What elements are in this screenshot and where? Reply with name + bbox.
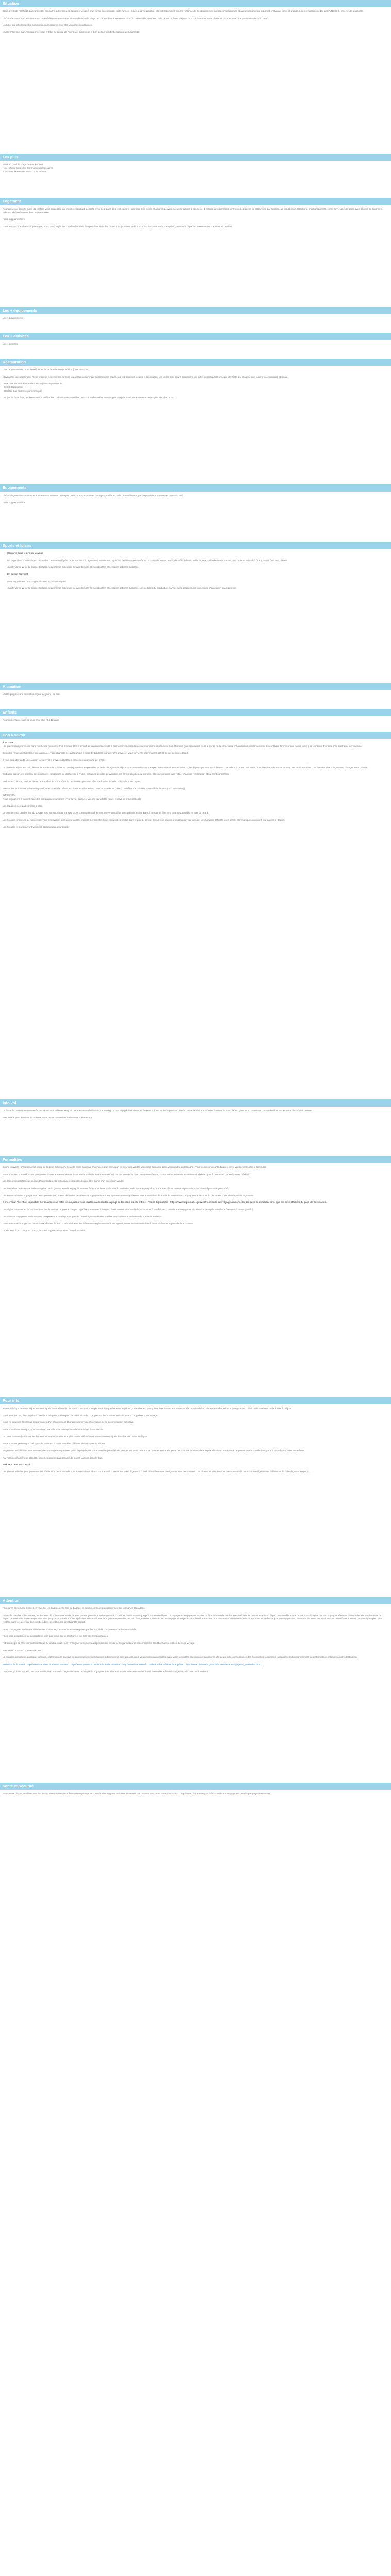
section-title: Formalités <box>0 1156 391 1163</box>
paragraph: Par mesure d'hygiène et sécurité, nous ne pouvons pas garantir de places assises dans le bus. <box>3 1456 103 1459</box>
paragraph: Les repas ne sont pas compris à bord. <box>3 804 43 807</box>
paragraph: La durée du séjour est calculée sur le nombre de nuitées et non de journées. La première et la dernière jour de séjour sont consacrées au transport international. Les arrivées ou les départs pouvant avoir lieu en cours de nuit ou au petit matin, la nuitée des vols retour ne sont pas remboursables. Les horaires des vols peuvent changer sans préavis. <box>3 766 368 769</box>
paragraph: * Chronologie de l'événement touristique du rendez-vous : Les renseignements sont à disposition sur le site de l'organisateur et concernent les conditions de réception de votre voyage. <box>3 1641 196 1645</box>
paragraph: Moyennant un supplément, l'hôtel propose également la formule tout inclus comprenant aussi tous les repas, que les boissons locales et les snacks. Les repas sont servis sous forme de buffet au restaurant principal de l'hôtel qui propose une cuisine internationale et locale. <box>3 375 288 378</box>
paragraph: Les mineurs voyageant seuls ou avec une personne ne disposant pas de l'autorité parentale devront être munis d'une autorisation de sortie de territoire. <box>3 1215 162 1218</box>
paragraph: Les + activités <box>3 343 18 345</box>
paragraph: INFOS VOL <box>3 794 15 797</box>
paragraph: L'hôtel VIK Hotel San Antonio 4* se situe à 3 km du centre de Puerto del Carmen et à 8km de l'aéroport international de Lanzarote. <box>3 30 140 33</box>
paragraph: Ressortissants étrangers et binationaux, doivent être en conformité avec les différentes réglementations en vigueur, selon leur nationalité et doivent s'informer auprès de leur consulat. <box>3 1222 194 1225</box>
paragraph: En fonction de vos horaires de vol, le transfert de votre hôtel de destination peut être effectué à votre arrivée ou lors de votre départ. <box>3 779 141 783</box>
paragraph: Les prestations proposées dans nos fiches peuvent à tout moment être suspendues ou modifiées suite à des restrictions sanitaires ou pour raison impérieuse. Les différents gouvernements dans le cadre de la lutte contre d'éventuelles pandémies sont susceptibles d'imposer des délais, ainsi que Monsieur Tourisme n'en sont tenu responsable. <box>3 744 363 748</box>
paragraph: Il vous sera demandé une caution lors de votre arrivée à l'hôtel en espèces ou par carte de crédit. <box>3 758 105 761</box>
section-attention <box>0 1597 391 1677</box>
paragraph: Les nouvelles mesures sanitaires exigées par le gouvernement espagnol peuvent être consultées sur le site du ministère de la santé espagnol ou sur le site officiel France Diplomatie https://www.diplomatie.gouv.fr/fr/. <box>3 1187 229 1190</box>
paragraph: - Snack Bar piscine <box>3 385 23 388</box>
paragraph: * Les compagnies aériennes utilisées ont toutes reçu les autorisations requises par les autorités compétentes de l'aviation civile. <box>3 1628 137 1631</box>
paragraph: Selon les règles de l'hôtellerie internationale, votre chambre sera disponible à partir de 14h00 le jour de votre arrivée et vous devrez la libérer avant 12h00 le jour de votre départ. <box>3 752 189 755</box>
paragraph: *frais supplémentaire <box>3 218 25 221</box>
subheading: Compris dans le prix du voyage <box>7 552 43 554</box>
paragraph: Nous vous rappelons que l'aéroport de Paris est à Paris peut être différent de l'aéroport de départ. <box>3 1442 106 1445</box>
section-plus-equipements <box>0 307 391 324</box>
paragraph: INFORMATIONS AUX VOYAGEURS : <box>3 1649 43 1652</box>
paragraph: Les jus de fruits frais, les boissons importées, les cocktails mais aussi les boissons en bouteilles ne sont pas compris. Une tenue correcte est exigée lors des repas. <box>3 396 174 399</box>
paragraph: À noter qu'au vu de la météo, certains équipements extérieurs peuvent ne pas être praticables et certaines activités annulées. Les activités du sport et les soirées sont assurées par une équipe d'animation internationale. <box>7 587 237 590</box>
section-title: Santé et Sécurité <box>0 1783 391 1790</box>
section-title: Sports et loisirs <box>0 542 391 549</box>
list-item: 3 piscines extérieures dont 1 pour enfants <box>3 170 47 173</box>
list-item: Hôtel offrant toutes les commodités nécessaires <box>3 166 53 170</box>
paragraph: L'hôtel VIK Hotel San Antonio 4* est un établissement moderne situé au bord de la plage de Los Pocillos à seulement 3km du centre-ville de Puerto del Carmen. L'hôtel dispose de 331 chambres et de plusieurs piscines avec vue panoramique sur l'océan. <box>3 16 269 20</box>
paragraph: *Sachant qu'il est rappelé que tous les risques du monde ne peuvent être portés par le voyagiste. Les informations données sont celles du Ministère des Affaires Étrangères, à la date du document. <box>3 1670 209 1673</box>
section-sante-securite <box>0 1783 391 1800</box>
section-title: Animation <box>0 683 391 690</box>
section-sports <box>0 542 391 594</box>
paragraph: Bonne nouvelle : L'Espagne fait partie de la zone Schengen. Seule la carte nationale d'identité ou un passeport en cours de validité vous sera demandé pour vous rendre en Espagne. Pour les ressortissants d'autres pays, veuillez consulter le Consulat. <box>3 1166 267 1168</box>
section-title: Enfants <box>0 709 391 716</box>
paragraph: Un hôtel qui offre toutes les commodités nécessaires pour des vacances inoubliables. <box>3 24 93 27</box>
section-enfants <box>0 709 391 726</box>
health-links[interactable]: Ministère de la Santé : http://www.ecs.sante.fr "Institut Pasteur" : http://www.pasteur.fr "Institut de veille sanitaire" : http://www.invs.sante.fr "Ministère des Affaires Étrangères" : http://www.diplomatie.gouv.fr/fr/conseils-aux-voyageurs_909/index.html <box>3 1663 261 1666</box>
paragraph: Les horaires proposés au moment de votre réservation sont donnés à titre indicatif. Le transfert hôtel-aéroport est inclus dans le prix du séjour. Il peut être soumis à modification par la suite. Les horaires définitifs vous seront communiqués environ 7 jours avant le départ. <box>3 818 285 821</box>
paragraph: Les enfants doivent voyager avec leurs propres documents d'identité. Les mineurs voyageant sans leurs parents doivent présenter une autorisation de sortie de territoire accompagnée de la copie du document d'identité du parent signataire. <box>3 1194 254 1197</box>
subheading: PRÉVENTION SÉCURITÉ <box>3 1463 31 1466</box>
subheading: En option (payant) <box>7 572 28 575</box>
section-title: Pour info <box>0 1397 391 1404</box>
section-title: Les + activités <box>0 333 391 340</box>
section-title: Attention <box>0 1597 391 1604</box>
paragraph: Les photos utilisées pour présenter les hôtels et la destination le sont à titre indicatif et non contractuel. Concernant votre logement, l'hôtel offre différentes configurations et décorations. Les chambres allouées lors de votre arrivée pourront être légèrement différentes de celles figurant en photo. <box>3 1470 310 1473</box>
paragraph: Taxe touristique de votre séjour communiquée avant réception de votre convocation ne pouvant être payée avant le départ, cette taxe est à acquitter directement sur place auprès de votre hôtel. Elle est variable selon la catégorie de l'hôtel, de la saison et de la durée du séjour. <box>3 1407 292 1410</box>
paragraph: Les règles relatives au fonctionnement des frontières propres à chaque pays étant amenées à évoluer, il est vivement conseillé de se reporter à la rubrique "conseils aux voyageurs" du site France Diplomatie(https://www.diplomatie.gouv.fr/). <box>3 1208 254 1211</box>
list-item: Situé en bord de plage de Los Pocillos <box>3 163 43 166</box>
section-pour-info <box>0 1397 391 1478</box>
paragraph: Nous vous recommandons de vous munir d'une carte européenne d'assurance maladie avant votre départ. En cas de séjour hors Union européenne, contactez les autorités sanitaires et n'hésitez pas à demander conseil à votre médecin. <box>3 1173 251 1176</box>
section-title: Situation <box>0 0 391 7</box>
section-bon-a-savoir <box>0 732 391 833</box>
paragraph: *frais supplémentaire <box>3 501 25 504</box>
section-info-vol <box>0 1099 391 1123</box>
section-title: Logement <box>0 198 391 205</box>
paragraph: Un large choix d'activités est disponible : animation légère de jour et de soir, 3 piscines extérieures, 1 piscine extérieure pour enfants, 2 courts de tennis, tennis de table, billards, salle de jeux, salle de fitness, sauna, aire de jeux, mini-club (4 à 12 ans), bain turc, fitness. <box>7 558 288 562</box>
paragraph: Nous voyageons à travers l'une des compagnies suivantes : Transavia, EasyJet, Vueling ou Volotea (sous réserve de modifications) <box>3 797 141 800</box>
section-equipements <box>0 484 391 508</box>
paragraph: COURANT ÉLECTRIQUE : 230 V et 50Hz. Type F. Adaptateur non nécessaire. <box>3 1229 86 1232</box>
subheading: À NOTER <box>3 741 13 744</box>
paragraph: À noter qu'au vu de la météo, certains équipements extérieurs peuvent ne pas être praticables et certaines activités annulées. <box>7 566 139 569</box>
paragraph: Avec supplément : massages et soins, sports nautiques. <box>7 580 67 583</box>
paragraph: Le premier et le dernier jour du voyage sont consacrés au transport. Les compagnies aériennes peuvent modifier sans préavis les horaires, il ne saurait être tenu pour responsable en cas de retard. <box>3 811 209 815</box>
section-plus <box>0 154 391 174</box>
section-title: Equipements <box>0 484 391 492</box>
section-animation <box>0 683 391 700</box>
paragraph: Les horaires retour pourront vous être communiqués sur place. <box>3 825 69 828</box>
paragraph: * Mesures de sécurité (prévenez-vous sur les bagages) : le tarif du bagage en cabine est sujet au changement sur les lignes dégradées. <box>3 1607 145 1609</box>
paragraph: Pour voir le parc d'avions de Volotea, vous pouvez consulter le site www.volotea.com. <box>3 1116 93 1119</box>
section-title: Bon à savoir <box>0 732 391 739</box>
paragraph: En basse saison, en fonction des conditions climatiques ou d'affluence à l'hôtel, certaines activités peuvent ne pas être pratiquées ou fermées. Elles ne peuvent faire l'objet d'aucune réclamation et/ou remboursement. <box>3 773 230 776</box>
paragraph: Avant votre départ, veuillez consulter le site du ministère des Affaires étrangères pour connaître les risques sanitaires éventuels qui peuvent concerner votre destination : http://www.diplomatie.gouv.fr/fr/conseils-aux-voyageurs/conseils-par-pays-destination/ <box>3 1792 271 1795</box>
section-restauration <box>0 359 391 403</box>
paragraph: L'hôtel dispose des services et équipements suivants : réception 24h/24, room service*, boutique*, coiffeur*, salle de conférence, parking extérieur, transats et parasols, wifi. <box>3 494 184 497</box>
paragraph: La convocation à l'aéroport, les horaires et heures locales et le plan du vol définitif vous seront communiqués dans les 48h avant le départ. <box>3 1435 148 1438</box>
section-title: Info vol <box>0 1099 391 1107</box>
paragraph: - Cocktail Bar (terrasse panoramique) <box>3 389 42 392</box>
section-title: Les + équipements <box>0 307 391 314</box>
paragraph: Lors de votre séjour, vous bénéficierez de la formule demi-pension (hors boissons). <box>3 368 90 371</box>
paragraph: L'hôtel propose une animation légère de jour et de soir. <box>3 693 60 696</box>
section-formalites <box>0 1156 391 1236</box>
section-title: Les plus <box>0 154 391 161</box>
paragraph: Nous ne pouvons être tenus responsables d'un changement d'horaires dans votre réservation ou de la convocation définitive. <box>3 1421 134 1424</box>
paragraph: Deux bars servent à votre disposition (avec supplément) : <box>3 382 63 385</box>
paragraph: Dans le cas d'une chambre quadruple, vous serez logés en chambre familiale équipée d'un lit double ou de 2 lits jumeaux et de 1 ou 2 lits d'appoint (sofa, canapé-lit), avec une capacité maximale de 3 adultes et 1 enfant. <box>3 225 233 228</box>
paragraph: Situé à l'est de l'archipel, Lanzarote doit connaître autre îles des Canaries. Ajoutée d'un climat exceptionnel toute l'année. Grâce à sa vie paisible, elle est renommée pour le mélange de ses plages, ses paysages volcaniques et sa gastronomie qui pourront enchanter petits et grands. L'île est aussi protégée par l'UNESCO, réserve de biosphère. <box>3 10 364 12</box>
paragraph: Moyennant supplément, nos services de conciergerie organisent votre départ depuis votre domicile jusqu'à l'aéroport, et sur votre retour. Les navettes entre aéroports ne sont pas incluses dans le prix du séjour. Nous vous rappelons que le transfert est garanti entre l'aéroport et votre hôtel. <box>3 1449 305 1452</box>
paragraph: Suivant les indications suivantes quand vous sortez de l'aéroport : Sortir à droite, suivre "Bus" et monter le (Hôte ; Transfert "Lanzarote - Puerto del Carmen" (Taxi Bus Hôtel)). <box>3 787 186 790</box>
paragraph: Les + équipements <box>3 317 23 319</box>
section-plus-activites <box>0 333 391 350</box>
paragraph: Les ressortissants français qui ne détiennent plus la nationalité espagnole doivent être munis d'un passeport valide. <box>3 1180 124 1183</box>
paragraph: Pour un séjour sous le signe du confort, vous serez logé en chambre standard, décorée avec goût dans des tons clairs et lumineux. Ces belles chambres peuvent accueillir jusqu'à 2 adultes et 1 enfant. Les chambres sont toutes équipées de : télévision par satellite, air conditionné, téléphone, minibar (payant), coffre-fort*, salle de bains avec douche ou baignoire, toilettes, sèche-cheveux, balcon ou terrasse. <box>3 208 383 214</box>
section-situation <box>0 0 391 38</box>
paragraph: La flotte de Volotea est composée de 39 avions modèle Boeing 717 et 4 avions Airbus A319. Le Boeing 717 est équipé de moteurs Rolls-Royce, il est reconnu pour son confort et sa fiabilité. Ce modèle d'avions de 125 places, garantit un niveau de confort élevé et respectueux de l'environnement. <box>3 1109 313 1112</box>
paragraph: La situation climatique, politique, sanitaire, réglementaire du pays ou du monde pouvant changer subitement et sans préavis, nous vous invitons à consulter avant votre départ les sites internet consacrés afin de prendre connaissance des éventuelles restrictions, obligations ou tout simplement des informations relatives à votre destination. <box>3 1656 357 1659</box>
section-title: Restauration <box>0 359 391 366</box>
paragraph: Pour vos enfants : aire de jeux, mini-club (4 à 12 ans). <box>3 719 60 721</box>
paragraph: * Les frais obligatoires ou facultatifs ne sont pas inclus sur la brochure et ne sont pas remboursables. <box>3 1635 109 1638</box>
paragraph: Dans tous les cas, il est impératif que vous adoptiez la réception de la convocation comprenant les horaires définitifs avant d'organiser votre voyage. <box>3 1414 158 1417</box>
paragraph: * Dans le cas des vols charters, les horaires de vol communiqués ne sont jamais garantis. Un changement d'horaires peut intervenir jusqu'à la date de départ. Le voyageur s'engage à consulter ou être informé de ses horaires définitifs 48 heures avant son départ. Les modifications de vol occasionnées par la compagnie aérienne peuvent décaler vos horaires de départ de quelques heures et pouvant aller jusqu'à 24 heures. Le tour opérateur ne saurait être tenu pour responsable de ces changements. Dans ce cas, les voyageurs ne pourront prétendre à aucun remboursement ou compensation. Le premier et le dernier jour du voyage sont consacrés au transport. Les horaires définitifs vous seront communiqués par notre représentant lors de votre convocation dans les 48 heures précédant le départ. <box>3 1614 382 1623</box>
section-logement <box>0 198 391 232</box>
paragraph: Concernant l'éventuel impact de Coronavirus sur votre séjour, nous vous invitons à consulter la page ci-dessous du site officiel France Diplomatie : https://www.diplomatie.gouv.fr/fr/conseils-aux-voyageurs/conseils-par-pays-destination/ ainsi que les sites officiels du pays de destination. <box>3 1201 327 1204</box>
paragraph: Nous vous informons que, pour ce séjour, les vols sont susceptibles de faire l'objet d'une escale. <box>3 1428 104 1431</box>
